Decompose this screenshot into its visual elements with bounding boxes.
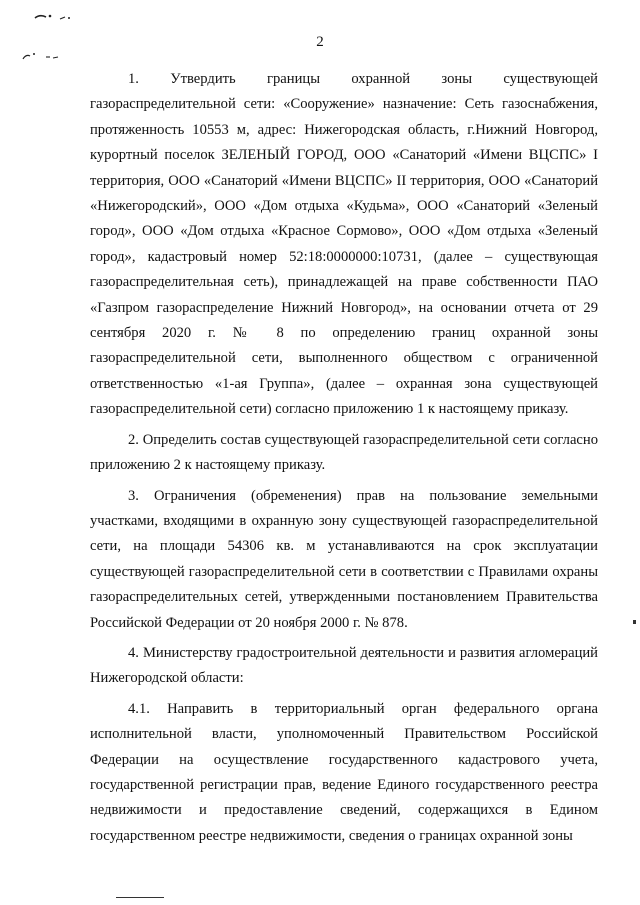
footer-line: [116, 897, 164, 898]
paragraph-4-1: 4.1. Направить в территориальный орган федерального органа исполнительной власти, уполномоченный Правительством Российской Федерации на осуществление государственного кадастрового учета, государственной регистрации прав, ведение Единого государственного реестра недвижимости и предоставление сведений, содержащихся в Едином государственном реестре недвижимости, сведения о границах охранной зоны: [90, 700, 598, 844]
page-number: 2: [316, 34, 324, 50]
paragraph-2: 2. Определить состав существующей газораспределительной сети согласно приложению 2 к настоящему приказу.: [90, 431, 598, 474]
scan-artifact-bottom: [22, 50, 62, 62]
paragraph-4: 4. Министерству градостроительной деятельности и развития агломераций Нижегородской области:: [90, 644, 598, 687]
document-body: [90, 67, 598, 854]
paragraph-1: 1. Утвердить границы охранной зоны существующей газораспределительной сети: «Сооружение» назначение: Сеть газоснабжения, протяженность 10553 м, адрес: Нижегородская область, г.Нижний Новгород, курортный поселок ЗЕЛЕНЫЙ ГОРОД, ООО «Санаторий «Имени ВЦСПС» I территория, ООО «Санаторий «Имени ВЦСПС» II территория, ООО «Санаторий «Нижегородский», ООО «Дом отдыха «Кудьма», ООО «Санаторий «Зеленый город», ООО «Дом отдыха «Красное Сормово», ООО «Дом отдыха «Зеленый город», кадастровый номер 52:18:0000000:10731, (далее – существующая газораспределительная сеть), принадлежащей на праве собственности ПАО «Газпром газораспределение Нижний Новгород», на основании отчета от 29 сентября 2020 г. № 8 по определению границ охранной зоны газораспределительной сети, выполненного обществом с ограниченной ответственностью «1-ая Группа», (далее – охранная зона существующей газораспределительной сети) согласно приложению 1 к настоящему приказу.: [90, 71, 598, 418]
paragraph-3: 3. Ограничения (обременения) прав на пользование земельными участками, входящими в охранную зону существующей газораспределительной сети, на площади 54306 кв. м устанавливаются на срок эксплуатации существующей газораспределительной сети в соответствии с Правилами охраны газораспределительных сетей, утвержденными постановлением Правительства Российской Федерации от 20 ноября 2000 г. № 878.: [90, 487, 598, 631]
scan-artifact-top: [34, 10, 74, 24]
scan-dot-right: [633, 620, 636, 624]
